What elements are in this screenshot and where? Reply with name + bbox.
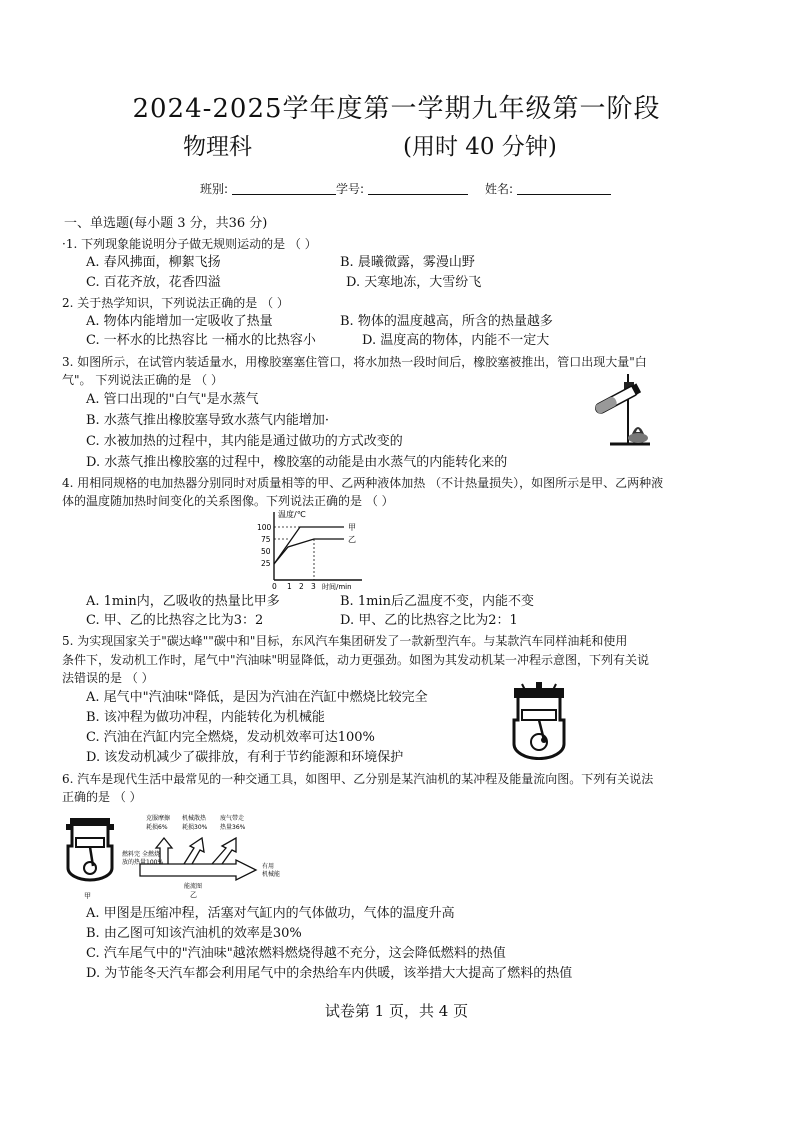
engine-energy-flow-figure [60,808,300,900]
output-label-1: 有用 [262,863,275,870]
q4-option-b[interactable]: B. 1min后乙温度不变，内能不变 [340,594,534,609]
q4-stem-line1: 4. 用相同规格的电加热器分别同时对质量相等的甲、乙两种液体加热 （不计热量损失），如图所示是甲、乙两种液 [62,476,664,490]
q3-stem-line2: 气"。 下列说法正确的是 （ ） [62,373,223,387]
input-label-2: 全燃烧 [142,851,161,858]
name-field[interactable] [485,180,611,197]
figure-label-jia: 甲 [84,892,91,900]
q2-option-a[interactable]: A. 物体内能增加一定吸收了热量 [86,314,273,329]
heat-loss-pct: 耗损30% [182,824,208,831]
series-yi-label: 乙 [348,535,356,544]
test-tube-apparatus-figure [588,372,668,452]
q1-option-d[interactable]: D. 天寒地冻，大雪纷飞 [346,275,482,290]
input-label-3: 放的热量100% [122,859,164,866]
engine-jia-figure [66,818,114,880]
q4-option-a[interactable]: A. 1min内，乙吸收的热量比甲多 [86,594,280,609]
class-blank[interactable] [232,182,336,195]
q6-option-c[interactable]: C. 汽车尾气中的"汽油味"越浓燃料燃烧得越不充分，这会降低燃料的热值 [86,946,506,961]
id-field[interactable] [336,180,468,197]
q2-stem: 2. 关于热学知识，下列说法正确的是 （ ） [62,296,289,310]
friction-pct: 耗损6% [146,824,168,831]
exhaust-pct: 热量36% [220,824,246,831]
q3-option-c[interactable]: C. 水被加热的过程中，其内能是通过做功的方式改变的 [86,434,403,449]
q3-option-a[interactable]: A. 管口出现的"白气"是水蒸气 [86,392,259,407]
id-label: 学号: [336,182,365,196]
q6-stem-line1: 6. 汽车是现代生活中最常见的一种交通工具，如图甲、乙分别是某汽油机的某冲程及能量流向图。下列有关说法 [62,772,654,786]
q6-stem-line2: 正确的是 （ ） [62,790,142,804]
x-tick-1: 1 [287,582,292,591]
exhaust-label: 废气带走 [220,815,245,822]
q5-option-d[interactable]: D. 该发动机减少了碳排放，有利于节约能源和环境保护 [86,750,404,765]
q4-option-d[interactable]: D. 甲、乙的比热容之比为2：1 [340,613,518,628]
id-blank[interactable] [368,182,468,195]
class-field[interactable] [200,180,336,197]
series-jia-label: 甲 [348,523,356,532]
q6-option-d[interactable]: D. 为节能冬天汽车都会利用尾气中的余热给车内供暖，该举措大大提高了燃料的热值 [86,966,573,981]
x-axis-label: 时间/min [322,583,352,591]
q5-option-c[interactable]: C. 汽油在汽缸内完全燃烧，发动机效率可达100% [86,730,375,745]
q5-option-a[interactable]: A. 尾气中"汽油味"降低，是因为汽油在汽缸中燃烧比较完全 [86,690,428,705]
q2-option-b[interactable]: B. 物体的温度越高，所含的热量越多 [340,314,553,329]
exam-title: 2024-2025学年度第一学期九年级第一阶段 [132,94,661,124]
q5-option-b[interactable]: B. 该冲程为做功冲程，内能转化为机械能 [86,710,325,725]
temperature-time-graph [252,508,372,592]
page-footer: 试卷第 1 页，共 4 页 [324,1002,469,1020]
x-tick-2: 2 [299,582,304,591]
y-axis-label: 温度/℃ [278,510,306,519]
q6-option-a[interactable]: A. 甲图是压缩冲程，活塞对气缸内的气体做功，气体的温度升高 [86,906,455,921]
q1-stem: ·1. 下列现象能说明分子做无规则运动的是 （ ） [62,237,317,251]
q2-option-d[interactable]: D. 温度高的物体，内能不一定大 [362,333,550,348]
q3-option-b[interactable]: B. 水蒸气推出橡胶塞导致水蒸气内能增加· [86,413,329,428]
q1-option-a[interactable]: A. 春风拂面，柳絮飞扬 [86,255,221,270]
x-tick-3: 3 [311,582,316,591]
q1-option-c[interactable]: C. 百花齐放，花香四溢 [86,275,221,290]
y-tick-25: 25 [261,559,271,568]
q1-option-b[interactable]: B. 晨曦微露，雾漫山野 [340,255,475,270]
class-label: 班别: [200,182,229,196]
q5-stem-line3: 法错误的是 （ ） [62,671,154,685]
q2-option-c[interactable]: C. 一杯水的比热容比 一桶水的比热容小 [86,333,316,348]
heat-loss-label: 机械散热 [182,815,207,822]
q4-stem-line2: 体的温度随加热时间变化的关系图像。下列说法正确的是 （ ） [62,494,394,508]
energy-flow-center-label: 能流图 [184,883,203,890]
y-tick-100: 100 [257,523,272,532]
input-label-1: 燃料完 [122,851,141,858]
output-label-2: 机械能 [262,871,281,878]
time-note: (用时 40 分钟) [403,134,557,160]
engine-stroke-figure [508,682,570,760]
q4-option-c[interactable]: C. 甲、乙的比热容之比为3：2 [86,613,264,628]
energy-heat-arrow [184,838,204,864]
series-yi-line [274,539,344,564]
q3-option-d[interactable]: D. 水蒸气推出橡胶塞的过程中，橡胶塞的动能是由水蒸气的内能转化来的 [86,455,508,470]
subject-label: 物理科 [183,134,252,160]
section-heading: 一、单选题(每小题 3 分，共36 分) [64,216,268,231]
x-tick-0: 0 [272,582,277,591]
q3-stem-line1: 3. 如图所示，在试管内装适量水，用橡胶塞塞住管口，将水加热一段时间后，橡胶塞被推出，管口出现大量"白 [62,355,647,369]
y-tick-75: 75 [261,535,271,544]
figure-label-yi: 乙 [190,891,197,899]
q5-stem-line2: 条件下，发动机工作时，尾气中"汽油味"明显降低，动力更强劲。如图为其发动机某一冲程示意图，下列有关说 [62,653,650,667]
series-jia-line [274,527,344,564]
energy-exhaust-arrow [212,838,236,864]
y-tick-50: 50 [261,547,271,556]
q5-stem-line1: 5. 为实现国家关于"碳达峰""碳中和"目标，东风汽车集团研发了一款新型汽车。与某款汽车同样油耗和使用 [62,634,628,648]
friction-label: 克服摩擦 [146,815,171,822]
q6-option-b[interactable]: B. 由乙图可知该汽油机的效率是30% [86,926,302,941]
name-label: 姓名: [485,182,514,196]
name-blank[interactable] [517,182,611,195]
